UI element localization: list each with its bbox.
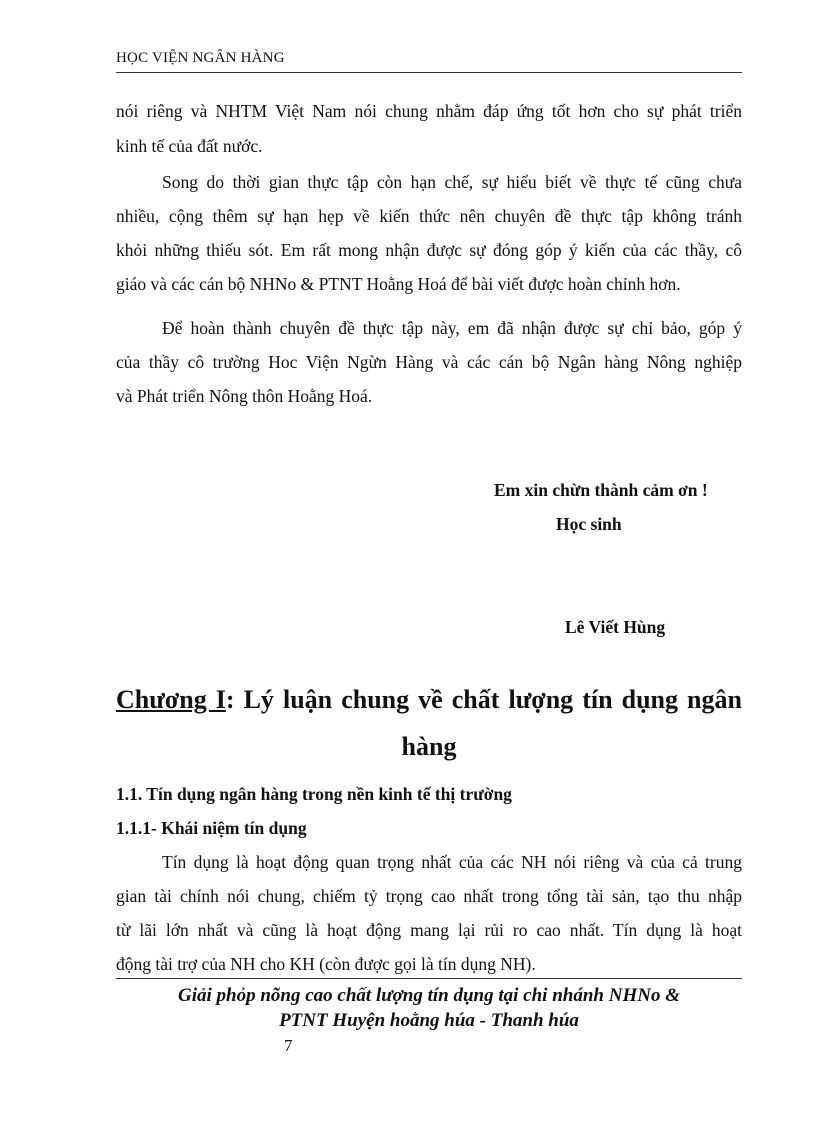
text-line: Song do thời gian thực tập còn hạn chế, sự hiểu biết về thực tế cũng chưa (162, 172, 742, 192)
text-line: từ lãi lớn nhất và cũng là hoạt động mang lại rủi ro cao nhất. Tín dụng là hoạt (116, 920, 742, 940)
subsection-heading: 1.1.1- Khái niệm tín dụng (116, 818, 307, 838)
running-header: HỌC VIỆN NGÂN HÀNG (116, 50, 285, 66)
text-line: Tín dụng là hoạt động quan trọng nhất của các NH nói riêng và của cả trung (162, 852, 742, 872)
section-heading: 1.1. Tín dụng ngân hàng trong nền kinh tế thị trường (116, 784, 512, 804)
text-line: khỏi những thiếu sót. Em rất mong nhận được sự đóng góp ý kiến của các thầy, cô (116, 240, 742, 260)
signature-role: Học sinh (556, 514, 622, 534)
page-number: 7 (284, 1036, 293, 1055)
text-line: động tài trợ của NH cho KH (còn được gọi là tín dụng NH). (116, 954, 536, 974)
chapter-title (116, 684, 742, 716)
text-line: và Phát triển Nông thôn Hoằng Hoá. (116, 386, 373, 406)
signature-thanks: Em xin chừn thành cảm ơn ! (494, 480, 708, 500)
footer-rule (116, 978, 742, 979)
chapter-title-text: : Lý luận chung về chất lượng tín dụng ngân (225, 685, 742, 714)
text-line: giáo và các cán bộ NHNo & PTNT Hoằng Hoá để bài viết được hoàn chỉnh hơn. (116, 274, 681, 294)
chapter-label: Chương I (116, 685, 226, 714)
chapter-title-line2: hàng (401, 732, 457, 761)
text-line: Để hoàn thành chuyên đề thực tập này, em đã nhận được sự chỉ bảo, góp ý (162, 318, 742, 338)
text-line: kinh tế của đất nước. (116, 136, 263, 156)
text-line: gian tài chính nói chung, chiếm tỷ trọng cao nhất trong tổng tài sản, tạo thu nhập (116, 886, 742, 906)
text-line: nhiều, cộng thêm sự hạn hẹp về kiến thức nên chuyên đề thực tập không tránh (116, 206, 742, 226)
footer-title-line2: PTNT Huyện hoằng húa - Thanh húa (279, 1010, 579, 1031)
text-line: của thầy cô trường Hoc Viện Ngừn Hàng và các cán bộ Ngân hàng Nông nghiệp (116, 352, 742, 372)
header-rule (116, 72, 742, 73)
footer-title-line1: Giải phỏp nõng cao chất lượng tín dụng tại chi nhánh NHNo & (178, 985, 680, 1006)
text-line: nói riêng và NHTM Việt Nam nói chung nhằm đáp ứng tốt hơn cho sự phát triển (116, 101, 742, 121)
signature-name: Lê Viết Hùng (565, 617, 666, 637)
